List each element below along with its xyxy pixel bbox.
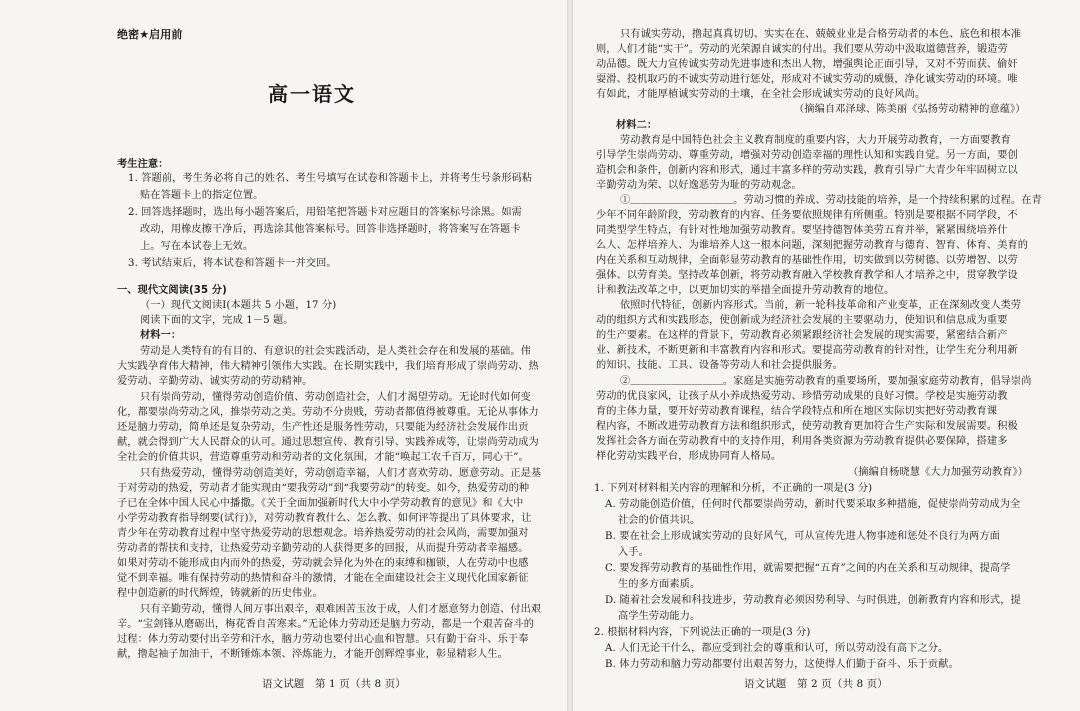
- body-line: 青少年在劳动教育过程中坚守热爱劳动的思想观念。培养热爱劳动的社会风尚，需要加强对: [117, 528, 529, 539]
- subsection-heading: （一）现代文阅读Ⅰ(本题共 5 小题，17 分): [140, 300, 337, 311]
- body-line: 只有辛勤劳动，懂得人间万事出艰辛，艰难困苦玉汝于成，人们才愿意努力创造、付出艰: [140, 604, 542, 615]
- body-line: 化，都要崇尚劳动之风，推崇劳动之美。劳动不分贵贱，劳动者都值得被尊重。无论从事体力: [117, 407, 539, 418]
- page-footer: 语文试题 第 2 页（共 8 页）: [744, 678, 888, 690]
- q1-option-b-cont: 入手。: [618, 547, 649, 558]
- blank-sentence-1: ①＿＿＿＿＿＿＿＿＿＿。劳动习惯的养成、劳动技能的培养，是一个持续积累的过程。在青: [620, 195, 1042, 206]
- body-line: 的生产要素。在这样的背景下，劳动教育必须紧跟经济社会发展的现实需要，紧密结合新产: [596, 330, 1008, 341]
- q1-option-d-cont: 高学生劳动能力。: [618, 611, 701, 622]
- body-line: 献，撸起袖子加油干，不断锤炼本领、淬炼能力，才能开创辉煌事业，彰显精彩人生。: [117, 649, 508, 660]
- source-citation: （摘编自杨晓慧《大力加强劳动教育》）: [848, 467, 1029, 478]
- body-line: 子已在全体中国人民心中播撒。《关于全面加强新时代大中小学劳动教育的意见》和《大中: [117, 498, 524, 509]
- q1-option-b: B. 要在社会上形成诚实劳动的良好风气，可从宣传先进人物事迹和惩处不良行为两方面: [605, 531, 1000, 542]
- question-2: 2. 根据材料内容，下列说法正确的一项是(3 分): [594, 627, 811, 638]
- body-line: 计和教法改革之中，以更加切实的举措全面提升劳动教育的地位。: [596, 285, 895, 296]
- body-line: 全社会的价值共识，营造尊重劳动和劳动者的文化氛围，才能“唤起工农千百万，同心干”。: [117, 452, 529, 463]
- body-line: 劳动的优良家风，让孩子从小养成热爱劳动、珍惜劳动成果的良好习惯。学校是实施劳动教: [596, 391, 1008, 402]
- body-line: 引导学生崇尚劳动、尊重劳动，增强对劳动创造幸福的理性认知和实践自觉。另一方面，要创: [596, 150, 1018, 161]
- body-line: 大实践孕育伟大精神，伟大精神引领伟大实践。在长期实践中，我们培育形成了崇尚劳动、热: [117, 361, 539, 372]
- notice-line: 上。写在本试卷上无效。: [140, 241, 254, 252]
- q1-option-c: C. 要发挥劳动教育的基础性作用，就需要把握“五育”之间的内在关系和互动规律，提高学: [605, 563, 1011, 574]
- notice-line: 1. 答题前，考生务必将自己的姓名、考生号填写在试卷和答题卡上，并将考生号条形码粘: [128, 173, 533, 184]
- body-line: 依照时代特征，创新内容形式。当前，新一轮科技革命和产业变革，正在深刻改变人类劳: [620, 300, 1022, 311]
- body-line: 辛勤劳动为荣、以好逸恶劳为耻的劳动观念。: [596, 180, 802, 191]
- body-line: 业、新技术，不断更新和丰富教育内容和形式。要提高劳动教育的针对性，让学生充分利用新: [596, 345, 1018, 356]
- q1-option-c-cont: 生的多方面素质。: [618, 579, 701, 590]
- body-line: 动的组织方式和实践形态，使创新成为经济社会发展的主要驱动力，使知识和信息成为重要: [596, 315, 1008, 326]
- confidential-label: 绝密★启用前: [117, 28, 183, 41]
- blank-sentence-2: ②＿＿＿＿＿＿＿＿＿。家庭是实施劳动教育的重要场所，要加强家庭劳动教育，倡导崇尚: [620, 376, 1032, 387]
- body-line: 还是脑力劳动，简单还是复杂劳动，生产性还是服务性劳动，只要能为经济社会发展作出贡: [117, 422, 529, 433]
- body-line: 少年不同年龄阶段，劳动教育的内容、任务要依照规律有所侧重。特别是要根据不同学段，不: [596, 210, 1018, 221]
- page-footer: 语文试题 第 1 页（共 8 页）: [262, 678, 406, 690]
- body-line: 只有诚实劳动，撸起真真切切、实实在在、兢兢业业是合格劳动者的本色、底色和根本准: [620, 29, 1022, 40]
- q1-option-a: A. 劳动能创造价值，任何时代都要崇尚劳动，新时代要采取多种措施，促使崇尚劳动成为全: [605, 499, 1021, 510]
- body-line: 只有崇尚劳动，懂得劳动创造价值、劳动创造社会，人们才渴望劳动。无论时代如何变: [140, 392, 531, 403]
- q1-option-d: D. 随着社会发展和科技进步，劳动教育必须因势利导、与时俱进，创新教育内容和形式，提: [605, 595, 1021, 606]
- q2-option-a: A. 人们无论干什么，都应受到社会的尊重和认可，所以劳动没有高下之分。: [605, 643, 949, 654]
- exam-title: 高一语文: [268, 82, 356, 106]
- body-line: 过程：体力劳动要付出辛劳和汗水，脑力劳动也要付出心血和智慧。只有勤于奋斗、乐于奉: [117, 634, 529, 645]
- body-line: 觉不到幸福。唯有保持劳动的热情和奋斗的激情，才能在全面建设社会主义现代化国家新征: [117, 573, 529, 584]
- body-line: 造机会和条件，创新内容和形式，通过丰富多样的劳动实践，教育引导广大青少年牢固树立以: [596, 165, 1018, 176]
- instruction: 阅读下面的文字，完成 1－5 题。: [140, 315, 294, 326]
- body-line: 程内容，不断改进劳动教育方法和组织形式，使劳动教育更加符合生产实际和发展需要。积极: [596, 421, 1018, 432]
- body-line: 劳动是人类特有的有目的、有意识的社会实践活动，是人类社会存在和发展的基础。伟: [140, 346, 531, 357]
- body-line: 么人、怎样培养人、为谁培养人这一根本问题，深刻把握劳动教育与德育、智育、体育、美育的: [596, 240, 1029, 251]
- body-line: 爱劳动、辛勤劳动、诚实劳动的劳动精神。: [117, 376, 313, 387]
- body-line: 育的主体力量，要开好劳动教育课程，结合学段特点和所在地区实际切实把好劳动教育课: [596, 406, 998, 417]
- body-line: 样化劳动实践平台，形成协同育人格局。: [596, 451, 782, 462]
- body-line: 如果对劳动不能形成由内而外的热爱，劳动就会异化为外在的束缚和枷锁，人在劳动中也感: [117, 558, 529, 569]
- body-line: 强体、以劳育美。坚持改革创新，将劳动教育融入学校教育教学和人才培养之中，贯穿教学设: [596, 270, 1018, 281]
- q1-option-a-cont: 社会的价值共识。: [618, 515, 701, 526]
- notice-line: 改动，用橡皮擦干净后，再选涂其他答案标号。回答非选择题时，将答案写在答题卡: [140, 224, 521, 235]
- body-line: 劳动者的帮扶和支持，让热爱劳动辛勤劳动的人获得更多的回报，从而提升劳动者幸福感。: [117, 543, 529, 554]
- body-line: 内在关系和互动规律，全面彰显劳动教育的基础性作用，切实做到以劳树德、以劳增智、以劳: [596, 255, 1018, 266]
- body-line: 则，人们才能“实干”。劳动的光荣源自诚实的付出。我们要从劳动中汲取道德营养，锻造劳: [596, 44, 1008, 55]
- body-line: 程中创造新的时代辉煌，铸就新的历史伟业。: [117, 588, 323, 599]
- material-1-label: 材料一：: [140, 330, 182, 341]
- body-line: 的知识、技能、工具、设备等劳动人和社会提供服务。: [596, 360, 843, 371]
- body-line: 辛。“宝剑锋从磨砺出，梅花香自苦寒来。”无论体力劳动还是脑力劳动，都是一个艰苦奋斗的: [117, 619, 535, 630]
- body-line: 有如此，才能厚植诚实劳动的土壤，在全社会形成诚实劳动的良好风尚。: [596, 89, 926, 100]
- body-line: 劳动教育是中国特色社会主义教育制度的重要内容，大力开展劳动教育，一方面要教育: [620, 135, 1011, 146]
- body-line: 于对劳动的热爱，劳动者才能实现由“要我劳动”到“我要劳动”的转变。如今，热爱劳动的种: [117, 483, 530, 494]
- body-line: 只有热爱劳动，懂得劳动创造美好，劳动创造幸福，人们才喜欢劳动、愿意劳动。正是基: [140, 468, 542, 479]
- body-line: 同类型学生特点，有针对性地加强劳动教育。要坚持德智体美劳五育并举，紧紧围绕培养什: [596, 225, 1008, 236]
- body-line: 献，就会得到广大人民群众的认可。通过思想宣传、教育引导、实践养成等，让崇尚劳动成为: [117, 437, 539, 448]
- q2-option-b: B. 体力劳动和脑力劳动都要付出艰苦努力，这使得人们勤于奋斗、乐于贡献。: [605, 659, 959, 670]
- material-2-label: 材料二：: [616, 120, 658, 131]
- body-line: 动品德。既大力宣传诚实劳动先进事迹和杰出人物，增强舆论正面引导，又对不劳而获、偷奸: [596, 59, 1018, 70]
- notice-line: 3. 考试结束后，将本试卷和答题卡一并交回。: [128, 258, 337, 269]
- section-heading: 一、现代文阅读(35 分): [117, 285, 227, 296]
- notice-line: 2. 回答选择题时，选出每小题答案后，用铅笔把答题卡对应题目的答案标号涂黑。如需: [128, 207, 522, 218]
- body-line: 小学劳动教育指导纲要(试行)》，对劳动教育教什么、怎么教、如何评等提出了具体要求，让: [117, 513, 532, 524]
- source-citation: （摘编自邓泽球、陈美丽《弘扬劳动精神的意蕴》）: [794, 104, 1026, 115]
- question-1: 1. 下列对材料相关内容的理解和分析，不正确的一项是(3 分): [594, 483, 873, 494]
- body-line: 发挥社会各方面在劳动教育中的支持作用，利用各类资源为劳动教育提供必要保障，搭建多: [596, 436, 1008, 447]
- notice-line: 贴在答题卡上的指定位置。: [140, 190, 264, 201]
- notice-heading: 考生注意：: [117, 159, 169, 170]
- body-line: 耍滑、投机取巧的不诚实劳动进行惩处，形成对不诚实劳动的威慑，净化诚实劳动的环境。唯: [596, 74, 1018, 85]
- page-2: [572, 0, 1080, 711]
